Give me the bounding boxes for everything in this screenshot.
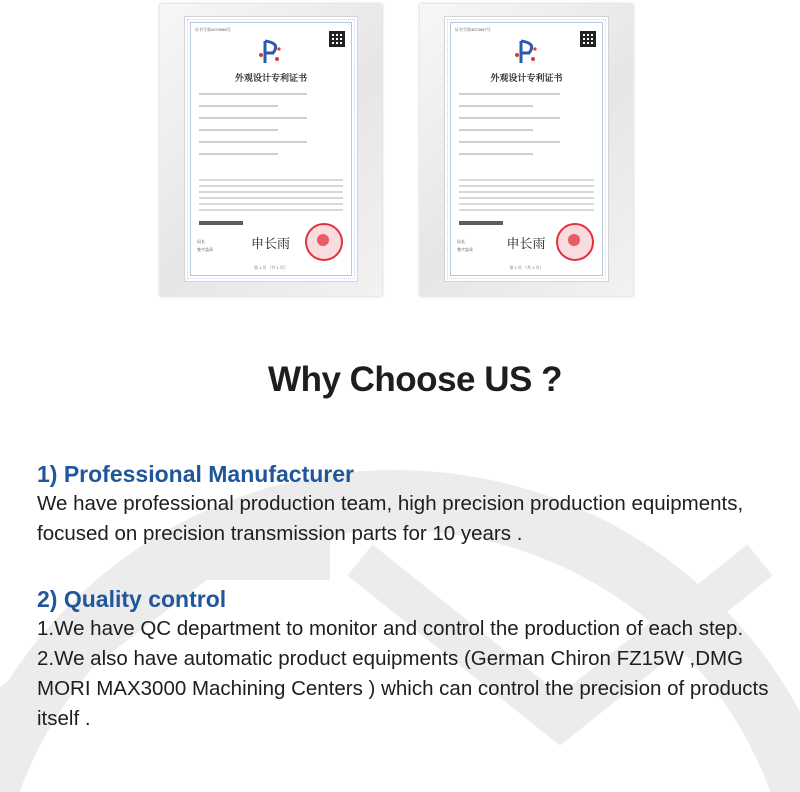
certificate-frame-right [420, 4, 633, 296]
section-paragraph: 1.We have QC department to monitor and control the production of each step. [37, 617, 744, 640]
signature: 申长雨 [506, 237, 546, 252]
page-heading: Why Choose US ? [268, 360, 562, 399]
certificate-document [184, 16, 358, 282]
section-title: 2) Quality control [37, 586, 227, 612]
section-quality-control [37, 585, 777, 734]
patent-office-logo-icon [513, 37, 541, 67]
certificate-number: 证书号第4973968号 [195, 27, 231, 32]
sign-label: 签字盖章 [197, 247, 213, 252]
section-paragraph: 2.We also have automatic product equipments (German Chiron FZ15W ,DMG MORI MAX3000 Machining Centers ) which can control the precision of products itself . [37, 647, 769, 730]
signature: 申长雨 [251, 237, 291, 252]
section-title: 1) Professional Manufacturer [37, 461, 354, 487]
sign-label: 签字盖章 [457, 247, 473, 252]
qr-code-icon [329, 31, 345, 47]
section-professional-manufacturer [37, 460, 777, 549]
director-label: 局长 [197, 239, 205, 244]
official-seal-icon [305, 223, 343, 261]
official-seal-icon [556, 223, 594, 261]
qr-code-icon [580, 31, 596, 47]
patent-office-logo-icon [257, 37, 285, 67]
director-label: 局长 [457, 239, 465, 244]
certificate-title: 外观设计专利证书 [234, 74, 307, 84]
certificate-page: 第 1 页 （共 1 页） [509, 265, 544, 270]
certificate-page: 第 1 页 （共 1 页） [253, 265, 288, 270]
certificate-frame-left [160, 4, 382, 296]
certificate-document [444, 16, 609, 282]
certificate-number: 证书号第4973967号 [455, 27, 491, 32]
section-paragraph: We have professional production team, high precision production equipments, focused on precision transmission parts for 10 years . [37, 492, 744, 545]
certificate-title: 外观设计专利证书 [490, 74, 563, 84]
